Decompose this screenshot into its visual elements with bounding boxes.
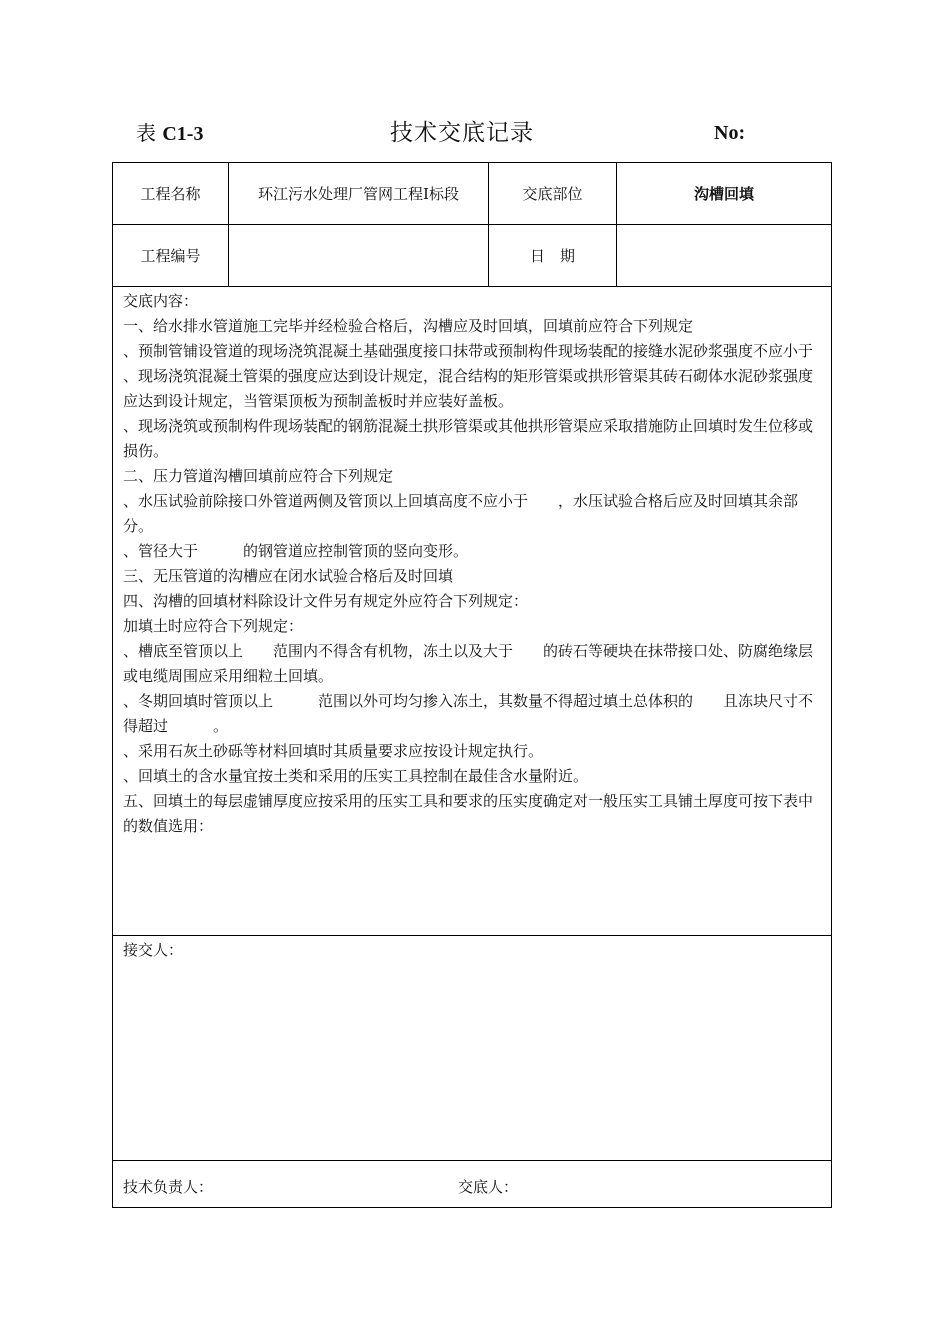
project-name-value: 环江污水处理厂管网工程Ⅰ标段 <box>258 185 459 203</box>
record-number-label: No: <box>714 122 746 144</box>
row-divider <box>113 935 831 936</box>
row-divider <box>113 1160 831 1161</box>
page-title: 技术交底记录 <box>390 120 534 146</box>
receiver-label: 接交人： <box>123 941 184 959</box>
content-line: 三、无压管道的沟槽应在闭水试验合格后及时回填 <box>123 567 454 585</box>
content-line: 、现场浇筑混凝土管渠的强度应达到设计规定，混合结构的矩形管渠或拱形管渠其砖石砌体水泥砂浆强度应达到设计规定，当管渠顶板为预制盖板时并应装好盖板。 <box>123 367 814 410</box>
content-line: 四、沟槽的回填材料除设计文件另有规定外应符合下列规定： <box>123 592 529 610</box>
content-line: 、水压试验前除接口外管道两侧及管顶以上回填高度不应小于 ，水压试验合格后应及时回填其余部分。 <box>123 492 799 535</box>
disclosure-form <box>112 162 832 1208</box>
project-number-label: 工程编号 <box>140 247 201 265</box>
disclosure-part-value: 沟槽回填 <box>693 185 754 203</box>
content-line: 一、给水排水管道施工完毕并经检验合格后，沟槽应及时回填，回填前应符合下列规定 <box>123 317 694 335</box>
content-line: 、冬期回填时管顶以上 范围以外可均匀掺入冻土，其数量不得超过填土总体积的 且冻块尺寸不得超过 。 <box>123 692 814 735</box>
form-code: 表 C1-3 <box>136 121 204 145</box>
disclosure-part-label: 交底部位 <box>522 185 583 203</box>
content-line: 、回填土的含水量宜按土类和采用的压实工具控制在最佳含水量附近。 <box>123 767 589 785</box>
content-line: 加填土时应符合下列规定： <box>123 617 304 635</box>
content-line: 、现场浇筑或预制构件现场装配的钢筋混凝土拱形管渠或其他拱形管渠应采取措施防止回填时发生位移或损伤。 <box>123 417 814 460</box>
content-line: 、预制管铺设管道的现场浇筑混凝土基础强度接口抹带或预制构件现场装配的接缝水泥砂浆强度不应小于 <box>123 342 814 360</box>
project-number-value <box>229 225 488 286</box>
content-title: 交底内容： <box>123 292 199 310</box>
date-value <box>617 225 831 286</box>
row-divider <box>113 286 831 287</box>
project-name-label: 工程名称 <box>140 185 201 203</box>
content-line: 五、回填土的每层虚铺厚度应按采用的压实工具和要求的压实度确定对一般压实工具铺土厚度可按下表中的数值选用： <box>123 792 814 835</box>
disclosure-content <box>123 289 825 839</box>
discloser-label: 交底人： <box>458 1178 519 1196</box>
tech-lead-label: 技术负责人： <box>123 1178 214 1196</box>
content-line: 、槽底至管顶以上 范围内不得含有机物，冻土以及大于 的砖石等硬块在抹带接口处、防腐绝缘层或电缆周围应采用细粒土回填。 <box>123 642 814 685</box>
content-line: 、采用石灰土砂砾等材料回填时其质量要求应按设计规定执行。 <box>123 742 544 760</box>
content-line: 二、压力管道沟槽回填前应符合下列规定 <box>123 467 394 485</box>
content-line: 、管径大于 的钢管道应控制管顶的竖向变形。 <box>123 542 469 560</box>
date-label: 日 期 <box>529 247 575 265</box>
